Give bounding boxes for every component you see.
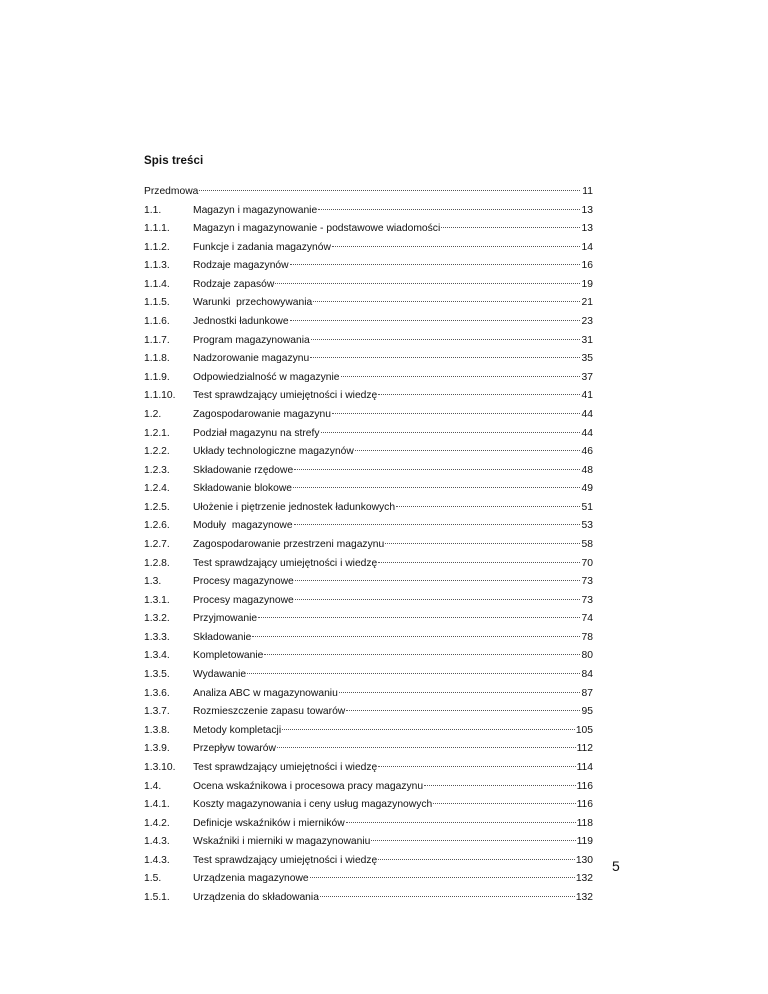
- toc-entry-title: Jednostki ładunkowe: [193, 316, 289, 328]
- toc-leader-dots: [310, 877, 575, 878]
- toc-leader-dots: [378, 394, 580, 395]
- toc-entry-title: Ocena wskaźnikowa i procesowa pracy magazynu: [193, 780, 424, 792]
- toc-entry-number: 1.1.9.: [144, 371, 170, 383]
- toc-leader-dots: [258, 617, 580, 618]
- toc-leader-dots: [294, 524, 580, 525]
- toc-entry-page: 46: [581, 446, 593, 458]
- toc-entry: [144, 815, 593, 834]
- toc-leader-dots: [346, 710, 580, 711]
- toc-entry-page: 53: [581, 520, 593, 532]
- toc-leader-dots: [355, 450, 580, 451]
- toc-entry-number: 1.3.2.: [144, 613, 170, 625]
- toc-entry-title: Odpowiedzialność w magazynie: [193, 371, 340, 383]
- toc-entry-title: Rozmieszczenie zapasu towarów: [193, 706, 346, 718]
- toc-entry: [144, 294, 593, 313]
- toc-entry: [144, 387, 593, 406]
- toc-entry-page: 95: [581, 706, 593, 718]
- toc-entry-number: 1.2.3.: [144, 464, 170, 476]
- toc-entry: [144, 462, 593, 481]
- toc-entry-title: Przedmowa: [144, 186, 199, 197]
- toc-entry-number: 1.1.4.: [144, 278, 170, 290]
- toc-entry: [144, 332, 593, 351]
- toc-entry-title: Składowanie rzędowe: [193, 464, 294, 476]
- toc-entry-title: Układy technologiczne magazynów: [193, 446, 354, 458]
- toc-entry-title: Zagospodarowanie przestrzeni magazynu: [193, 538, 385, 550]
- toc-entry-title: Analiza ABC w magazynowaniu: [193, 687, 338, 699]
- toc-entry-title: Wydawanie: [193, 669, 247, 681]
- toc-leader-dots: [321, 432, 581, 433]
- toc-entry-number: 1.3.6.: [144, 687, 170, 699]
- toc-entry: [144, 406, 593, 425]
- toc-entry-page: 116: [576, 799, 593, 811]
- toc-entry-number: 1.4.3.: [144, 854, 170, 866]
- toc-entry: [144, 480, 593, 499]
- toc-entry: [144, 629, 593, 648]
- toc-entry: [144, 759, 593, 778]
- toc-entry-title: Magazyn i magazynowanie: [193, 204, 318, 216]
- toc-entry-page: 14: [581, 241, 593, 253]
- toc-entry-number: 1.2.2.: [144, 446, 170, 458]
- toc-entry: [144, 369, 593, 388]
- toc-entry-number: 1.2.7.: [144, 538, 170, 550]
- toc-entry-page: 48: [581, 464, 593, 476]
- toc-entry: [144, 666, 593, 685]
- toc-entry-number: 1.3.9.: [144, 743, 170, 755]
- toc-entry: [144, 592, 593, 611]
- toc-entry: [144, 796, 593, 815]
- toc-entry-title: Przepływ towarów: [193, 743, 276, 755]
- toc-entry-page: 87: [581, 687, 593, 699]
- toc-entry-page: 21: [581, 297, 593, 309]
- toc-entry-title: Warunki przechowywania: [193, 297, 313, 309]
- toc-entry: [144, 740, 593, 759]
- toc-entry: [144, 517, 593, 536]
- toc-entry-title: Test sprawdzający umiejętności i wiedzę: [193, 557, 378, 569]
- toc-leader-dots: [247, 673, 580, 674]
- toc-entry-number: 1.2.4.: [144, 483, 170, 495]
- toc-entry-title: Podział magazynu na strefy: [193, 427, 320, 439]
- toc-entry-page: 116: [576, 780, 593, 792]
- toc-entry-number: 1.2.1.: [144, 427, 170, 439]
- toc-entry-number: 1.5.1.: [144, 891, 170, 903]
- toc-entry-number: 1.3.8.: [144, 724, 170, 736]
- toc-leader-dots: [378, 766, 575, 767]
- toc-entry-page: 80: [581, 650, 593, 662]
- toc-leader-dots: [332, 246, 580, 247]
- toc-entry-number: 1.3.10.: [144, 761, 176, 773]
- toc-leader-dots: [433, 803, 575, 804]
- toc-entry: [144, 257, 593, 276]
- toc-entry-number: 1.3.3.: [144, 631, 170, 643]
- toc-entry: [144, 647, 593, 666]
- toc-entry: [144, 889, 593, 908]
- toc-leader-dots: [290, 264, 580, 265]
- toc-entry-title: Metody kompletacji: [193, 724, 282, 736]
- toc-entry-number: 1.1.1.: [144, 223, 170, 235]
- toc-leader-dots: [293, 487, 580, 488]
- toc-leader-dots: [295, 599, 580, 600]
- toc-leader-dots: [320, 896, 575, 897]
- toc-entry-number: 1.4.2.: [144, 817, 170, 829]
- toc-entry-number: 1.1.: [144, 204, 162, 216]
- toc-leader-dots: [318, 209, 580, 210]
- toc-entry-number: 1.2.: [144, 408, 162, 420]
- toc-entry-number: 1.1.2.: [144, 241, 170, 253]
- toc-entry: [144, 833, 593, 852]
- toc-entry-number: 1.3.1.: [144, 594, 170, 606]
- toc-entry-page: 118: [576, 817, 593, 829]
- toc-entry-page: 132: [575, 873, 593, 885]
- toc-entry-title: Procesy magazynowe: [193, 576, 294, 588]
- toc-entry-page: 70: [581, 557, 593, 569]
- toc-entry-page: 16: [581, 260, 593, 272]
- toc-entry: [144, 870, 593, 889]
- toc-entry-number: 1.4.: [144, 780, 162, 792]
- toc-entry-number: 1.3.5.: [144, 669, 170, 681]
- toc-entry-page: 11: [582, 186, 593, 197]
- toc-leader-dots: [424, 785, 576, 786]
- toc-entry-title: Definicje wskaźników i mierników: [193, 817, 345, 829]
- toc-entry-number: 1.2.5.: [144, 501, 170, 513]
- toc-entry: [144, 573, 593, 592]
- toc-leader-dots: [339, 692, 580, 693]
- toc-entry-page: 23: [581, 316, 593, 328]
- toc-entry: [144, 425, 593, 444]
- toc-entry-page: 73: [581, 594, 593, 606]
- toc-entry-page: 44: [581, 427, 593, 439]
- toc-entry: [144, 276, 593, 295]
- toc-entry-page: 105: [575, 724, 593, 736]
- toc-entry: [144, 313, 593, 332]
- toc-leader-dots: [341, 376, 580, 377]
- toc-entry: [144, 703, 593, 722]
- toc-entry-page: 31: [581, 334, 593, 346]
- toc-entry: [144, 220, 593, 239]
- toc-entry: [144, 555, 593, 574]
- toc-leader-dots: [264, 654, 580, 655]
- toc-entry-title: Kompletowanie: [193, 650, 264, 662]
- toc-entry-number: 1.1.10.: [144, 390, 176, 402]
- toc-entry-title: Magazyn i magazynowanie - podstawowe wiadomości: [193, 223, 441, 235]
- toc-entry-page: 13: [581, 223, 593, 235]
- toc-entry: [144, 239, 593, 258]
- toc-entry-page: 74: [581, 613, 593, 625]
- toc-entry-title: Urządzenia magazynowe: [193, 873, 309, 885]
- toc-entry-title: Składowanie: [193, 631, 252, 643]
- page-title: Spis treści: [144, 155, 204, 167]
- toc-entry-title: Składowanie blokowe: [193, 483, 293, 495]
- toc-entry-number: 1.1.8.: [144, 353, 170, 365]
- toc-entry-page: 51: [581, 501, 593, 513]
- toc-entry-page: 41: [581, 390, 593, 402]
- toc-entry-title: Test sprawdzający umiejętności i wiedzę: [193, 761, 378, 773]
- toc-leader-dots: [441, 227, 580, 228]
- toc-leader-dots: [313, 301, 580, 302]
- toc-entry-number: 1.3.: [144, 576, 162, 588]
- toc-entry-number: 1.5.: [144, 873, 162, 885]
- toc-leader-dots: [396, 506, 580, 507]
- toc-leader-dots: [252, 636, 580, 637]
- toc-entry-title: Program magazynowania: [193, 334, 310, 346]
- toc-entry-title: Rodzaje zapasów: [193, 278, 275, 290]
- toc-entry: [144, 685, 593, 704]
- toc-entry-page: 37: [581, 371, 593, 383]
- toc-leader-dots: [346, 822, 576, 823]
- toc-entry: [144, 443, 593, 462]
- toc-entry: [144, 183, 593, 202]
- toc-entry-title: Test sprawdzający umiejętności i wiedzę: [193, 390, 378, 402]
- toc-leader-dots: [282, 729, 575, 730]
- toc-entry: [144, 536, 593, 555]
- toc-entry-title: Przyjmowanie: [193, 613, 258, 625]
- toc-leader-dots: [378, 562, 580, 563]
- toc-entry-page: 78: [581, 631, 593, 643]
- toc-entry-number: 1.1.6.: [144, 316, 170, 328]
- toc-entry-page: 130: [575, 854, 593, 866]
- toc-entry-number: 1.1.7.: [144, 334, 170, 346]
- toc-entry-title: Rodzaje magazynów: [193, 260, 289, 272]
- toc-leader-dots: [294, 469, 580, 470]
- toc-leader-dots: [290, 320, 580, 321]
- toc-entry: [144, 610, 593, 629]
- toc-entry-number: 1.4.1.: [144, 799, 170, 811]
- toc-leader-dots: [385, 543, 580, 544]
- toc-entry-page: 35: [581, 353, 593, 365]
- toc-entry: [144, 778, 593, 797]
- toc-entry: [144, 852, 593, 871]
- toc-entry-page: 114: [576, 761, 593, 773]
- toc-entry-number: 1.2.8.: [144, 557, 170, 569]
- toc-leader-dots: [311, 339, 580, 340]
- toc-entry-page: 73: [581, 576, 593, 588]
- toc-entry: [144, 202, 593, 221]
- toc-entry-page: 112: [576, 743, 593, 755]
- toc-entry-title: Moduły magazynowe: [193, 520, 293, 532]
- toc-entry-title: Test sprawdzający umiejętności i wiedzę: [193, 854, 378, 866]
- toc-entry-page: 19: [581, 278, 593, 290]
- toc-entry: [144, 350, 593, 369]
- toc-entry: [144, 722, 593, 741]
- toc-leader-dots: [371, 840, 575, 841]
- toc-entry-title: Wskaźniki i mierniki w magazynowaniu: [193, 836, 371, 848]
- toc-entry-number: 1.3.4.: [144, 650, 170, 662]
- toc-entry-page: 44: [581, 408, 593, 420]
- toc-entry-page: 84: [581, 669, 593, 681]
- toc-leader-dots: [199, 190, 580, 191]
- toc-entry-title: Urządzenia do składowania: [193, 891, 319, 903]
- toc-entry-number: 1.4.3.: [144, 836, 170, 848]
- toc-entry-page: 49: [581, 483, 593, 495]
- toc-leader-dots: [310, 357, 580, 358]
- toc-entry-page: 119: [576, 836, 593, 848]
- table-of-contents: [144, 183, 593, 908]
- toc-leader-dots: [295, 580, 580, 581]
- toc-entry-page: 132: [575, 891, 593, 903]
- page-number: 5: [612, 858, 620, 874]
- toc-entry-number: 1.1.5.: [144, 297, 170, 309]
- toc-leader-dots: [277, 747, 576, 748]
- toc-entry-number: 1.1.3.: [144, 260, 170, 272]
- toc-entry-title: Funkcje i zadania magazynów: [193, 241, 331, 253]
- toc-entry-number: 1.3.7.: [144, 706, 170, 718]
- toc-leader-dots: [378, 859, 575, 860]
- toc-entry-title: Ułożenie i piętrzenie jednostek ładunkowych: [193, 501, 396, 513]
- toc-entry-title: Procesy magazynowe: [193, 594, 294, 606]
- toc-entry-page: 13: [581, 204, 593, 216]
- toc-entry-title: Zagospodarowanie magazynu: [193, 408, 331, 420]
- toc-entry-number: 1.2.6.: [144, 520, 170, 532]
- toc-entry: [144, 499, 593, 518]
- toc-leader-dots: [332, 413, 580, 414]
- toc-entry-title: Koszty magazynowania i ceny usług magazynowych: [193, 799, 433, 811]
- toc-leader-dots: [275, 283, 580, 284]
- toc-entry-title: Nadzorowanie magazynu: [193, 353, 310, 365]
- toc-entry-page: 58: [581, 538, 593, 550]
